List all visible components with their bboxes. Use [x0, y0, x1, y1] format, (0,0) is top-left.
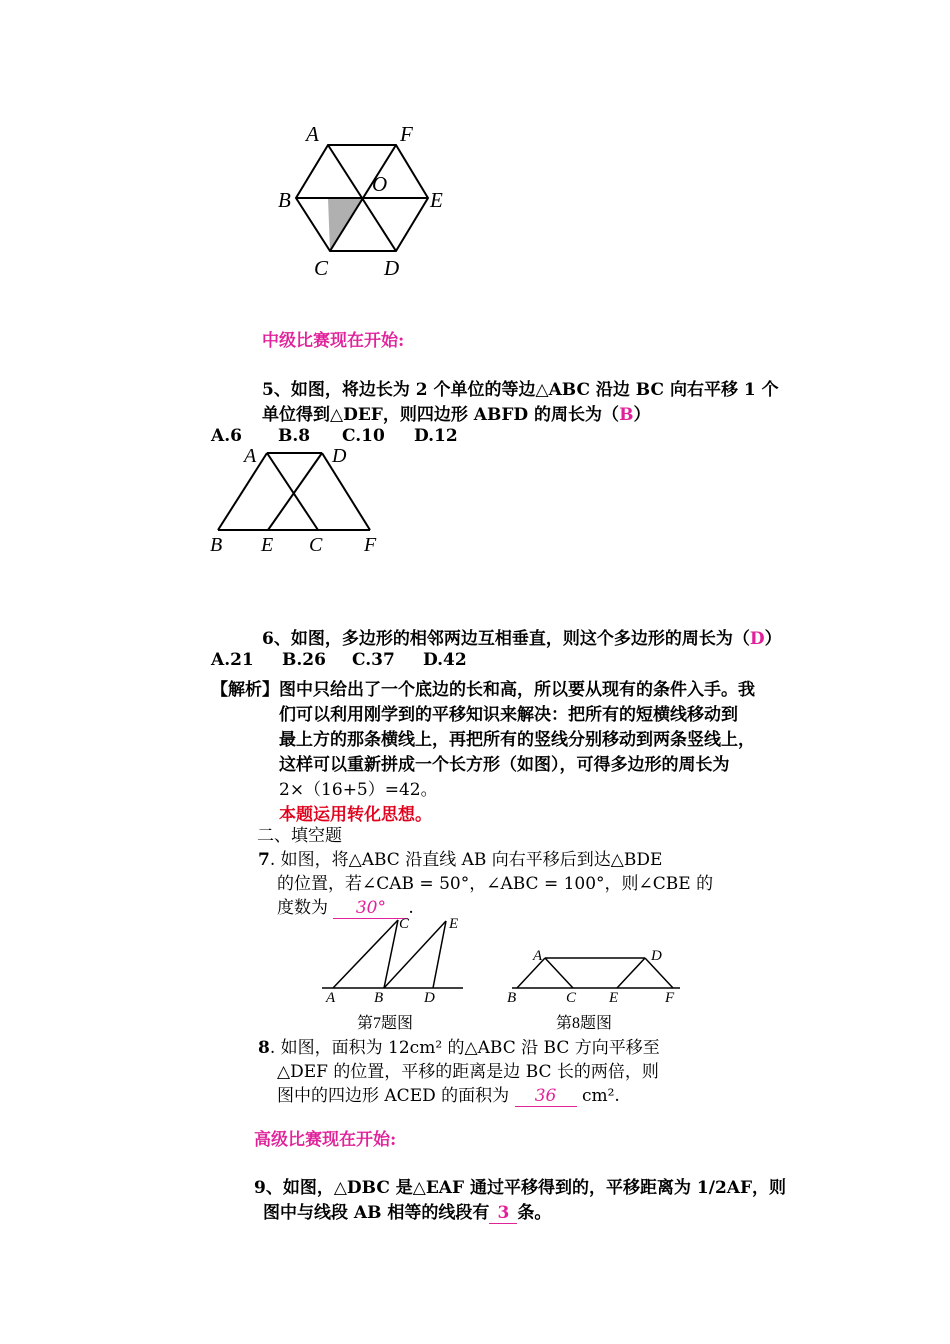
q6-analysis-line: 们可以利用刚学到的平移知识来解决：把所有的短横线移动到 [279, 705, 738, 725]
q6-method-note: 本题运用转化思想。 [279, 805, 432, 825]
q5-answer: B [619, 405, 634, 425]
q5-label-f: F [364, 534, 377, 556]
q5-label-d: D [332, 445, 347, 467]
q9-answer-blank: 3 [489, 1203, 517, 1224]
q5-option-c: C.10 [342, 426, 385, 446]
q5-option-d: D.12 [414, 426, 458, 446]
q8-label-e: E [609, 990, 619, 1006]
q7-line1: 7. 如图，将△ABC 沿直线 AB 向右平移后到达△BDE [258, 850, 663, 870]
q7-line2: 的位置，若∠CAB = 50°，∠ABC = 100°，则∠CBE 的 [277, 874, 714, 894]
q6-analysis-tag: 【解析】 [211, 680, 279, 700]
q6-analysis-line: 最上方的那条横线上，再把所有的竖线分别移动到两条竖线上， [279, 730, 755, 750]
hex-label-f: F [400, 122, 413, 146]
q8-answer-blank: 36 [515, 1086, 577, 1107]
q5-line2: 单位得到△DEF，则四边形 ABFD 的周长为（B） [262, 405, 651, 425]
q7-label-c: C [399, 916, 410, 932]
q8-label-b: B [507, 990, 517, 1006]
q5-label-e: E [261, 534, 274, 556]
q8-line1: 8. 如图，面积为 12cm² 的△ABC 沿 BC 方向平移至 [258, 1038, 660, 1058]
q6-option-c: C.37 [352, 650, 395, 670]
q7-figure [315, 910, 475, 1035]
q6-analysis-line: 这样可以重新拼成一个长方形（如图），可得多边形的周长为 [279, 755, 730, 775]
advanced-header: 高级比赛现在开始: [254, 1130, 397, 1150]
q7-label-e: E [449, 916, 459, 932]
q8-line3: 图中的四边形 ACED 的面积为 36 cm². [277, 1086, 620, 1106]
q8-line2: △DEF 的位置，平移的距离是边 BC 长的两倍，则 [277, 1062, 659, 1082]
q6-option-b: B.26 [282, 650, 326, 670]
q5-option-b: B.8 [278, 426, 311, 446]
q8-label-d: D [651, 948, 662, 964]
q7-answer-blank: 30° [333, 898, 408, 919]
q8-label-a: A [533, 948, 543, 964]
q6-analysis-line: 2×（16+5）=42。 [279, 780, 438, 800]
hexagon-figure [270, 115, 460, 285]
q7-line3: 度数为 30° . [277, 898, 414, 918]
q5-label-b: B [210, 534, 223, 556]
hex-label-d: D [384, 256, 400, 280]
q5-label-c: C [309, 534, 323, 556]
q7-label-b: B [374, 990, 384, 1006]
hex-label-c: C [314, 256, 329, 280]
q8-label-f: F [665, 990, 675, 1006]
q5-label-a: A [244, 445, 257, 467]
hex-label-e: E [430, 188, 443, 212]
q7-label-d: D [424, 990, 435, 1006]
q8-figure [500, 940, 690, 1035]
hex-label-o: O [372, 172, 388, 196]
q9-line2: 图中与线段 AB 相等的线段有 3 条。 [263, 1203, 552, 1223]
q8-label-c: C [566, 990, 577, 1006]
q6-answer: D [749, 629, 765, 649]
hex-label-a: A [306, 122, 319, 146]
q5-line1: 5、如图，将边长为 2 个单位的等边△ABC 沿边 BC 向右平移 1 个 [262, 380, 779, 400]
q5-figure [200, 440, 400, 560]
section-fill-blank-title: 二、填空题 [257, 826, 342, 846]
q7-figure-caption: 第7题图 [357, 1015, 414, 1032]
q5-option-a: A.6 [211, 426, 242, 446]
q9-line1: 9、如图，△DBC 是△EAF 通过平移得到的，平移距离为 1/2AF，则 [254, 1178, 787, 1198]
q6-option-a: A.21 [211, 650, 254, 670]
q6-line1: 6、如图，多边形的相邻两边互相垂直，则这个多边形的周长为（D） [262, 629, 782, 649]
q8-figure-caption: 第8题图 [556, 1015, 613, 1032]
intermediate-header: 中级比赛现在开始: [262, 331, 405, 351]
hex-label-b: B [278, 188, 291, 212]
q6-option-d: D.42 [423, 650, 467, 670]
q6-analysis-line: 图中只给出了一个底边的长和高，所以要从现有的条件入手。我 [279, 680, 755, 700]
q7-label-a: A [326, 990, 336, 1006]
